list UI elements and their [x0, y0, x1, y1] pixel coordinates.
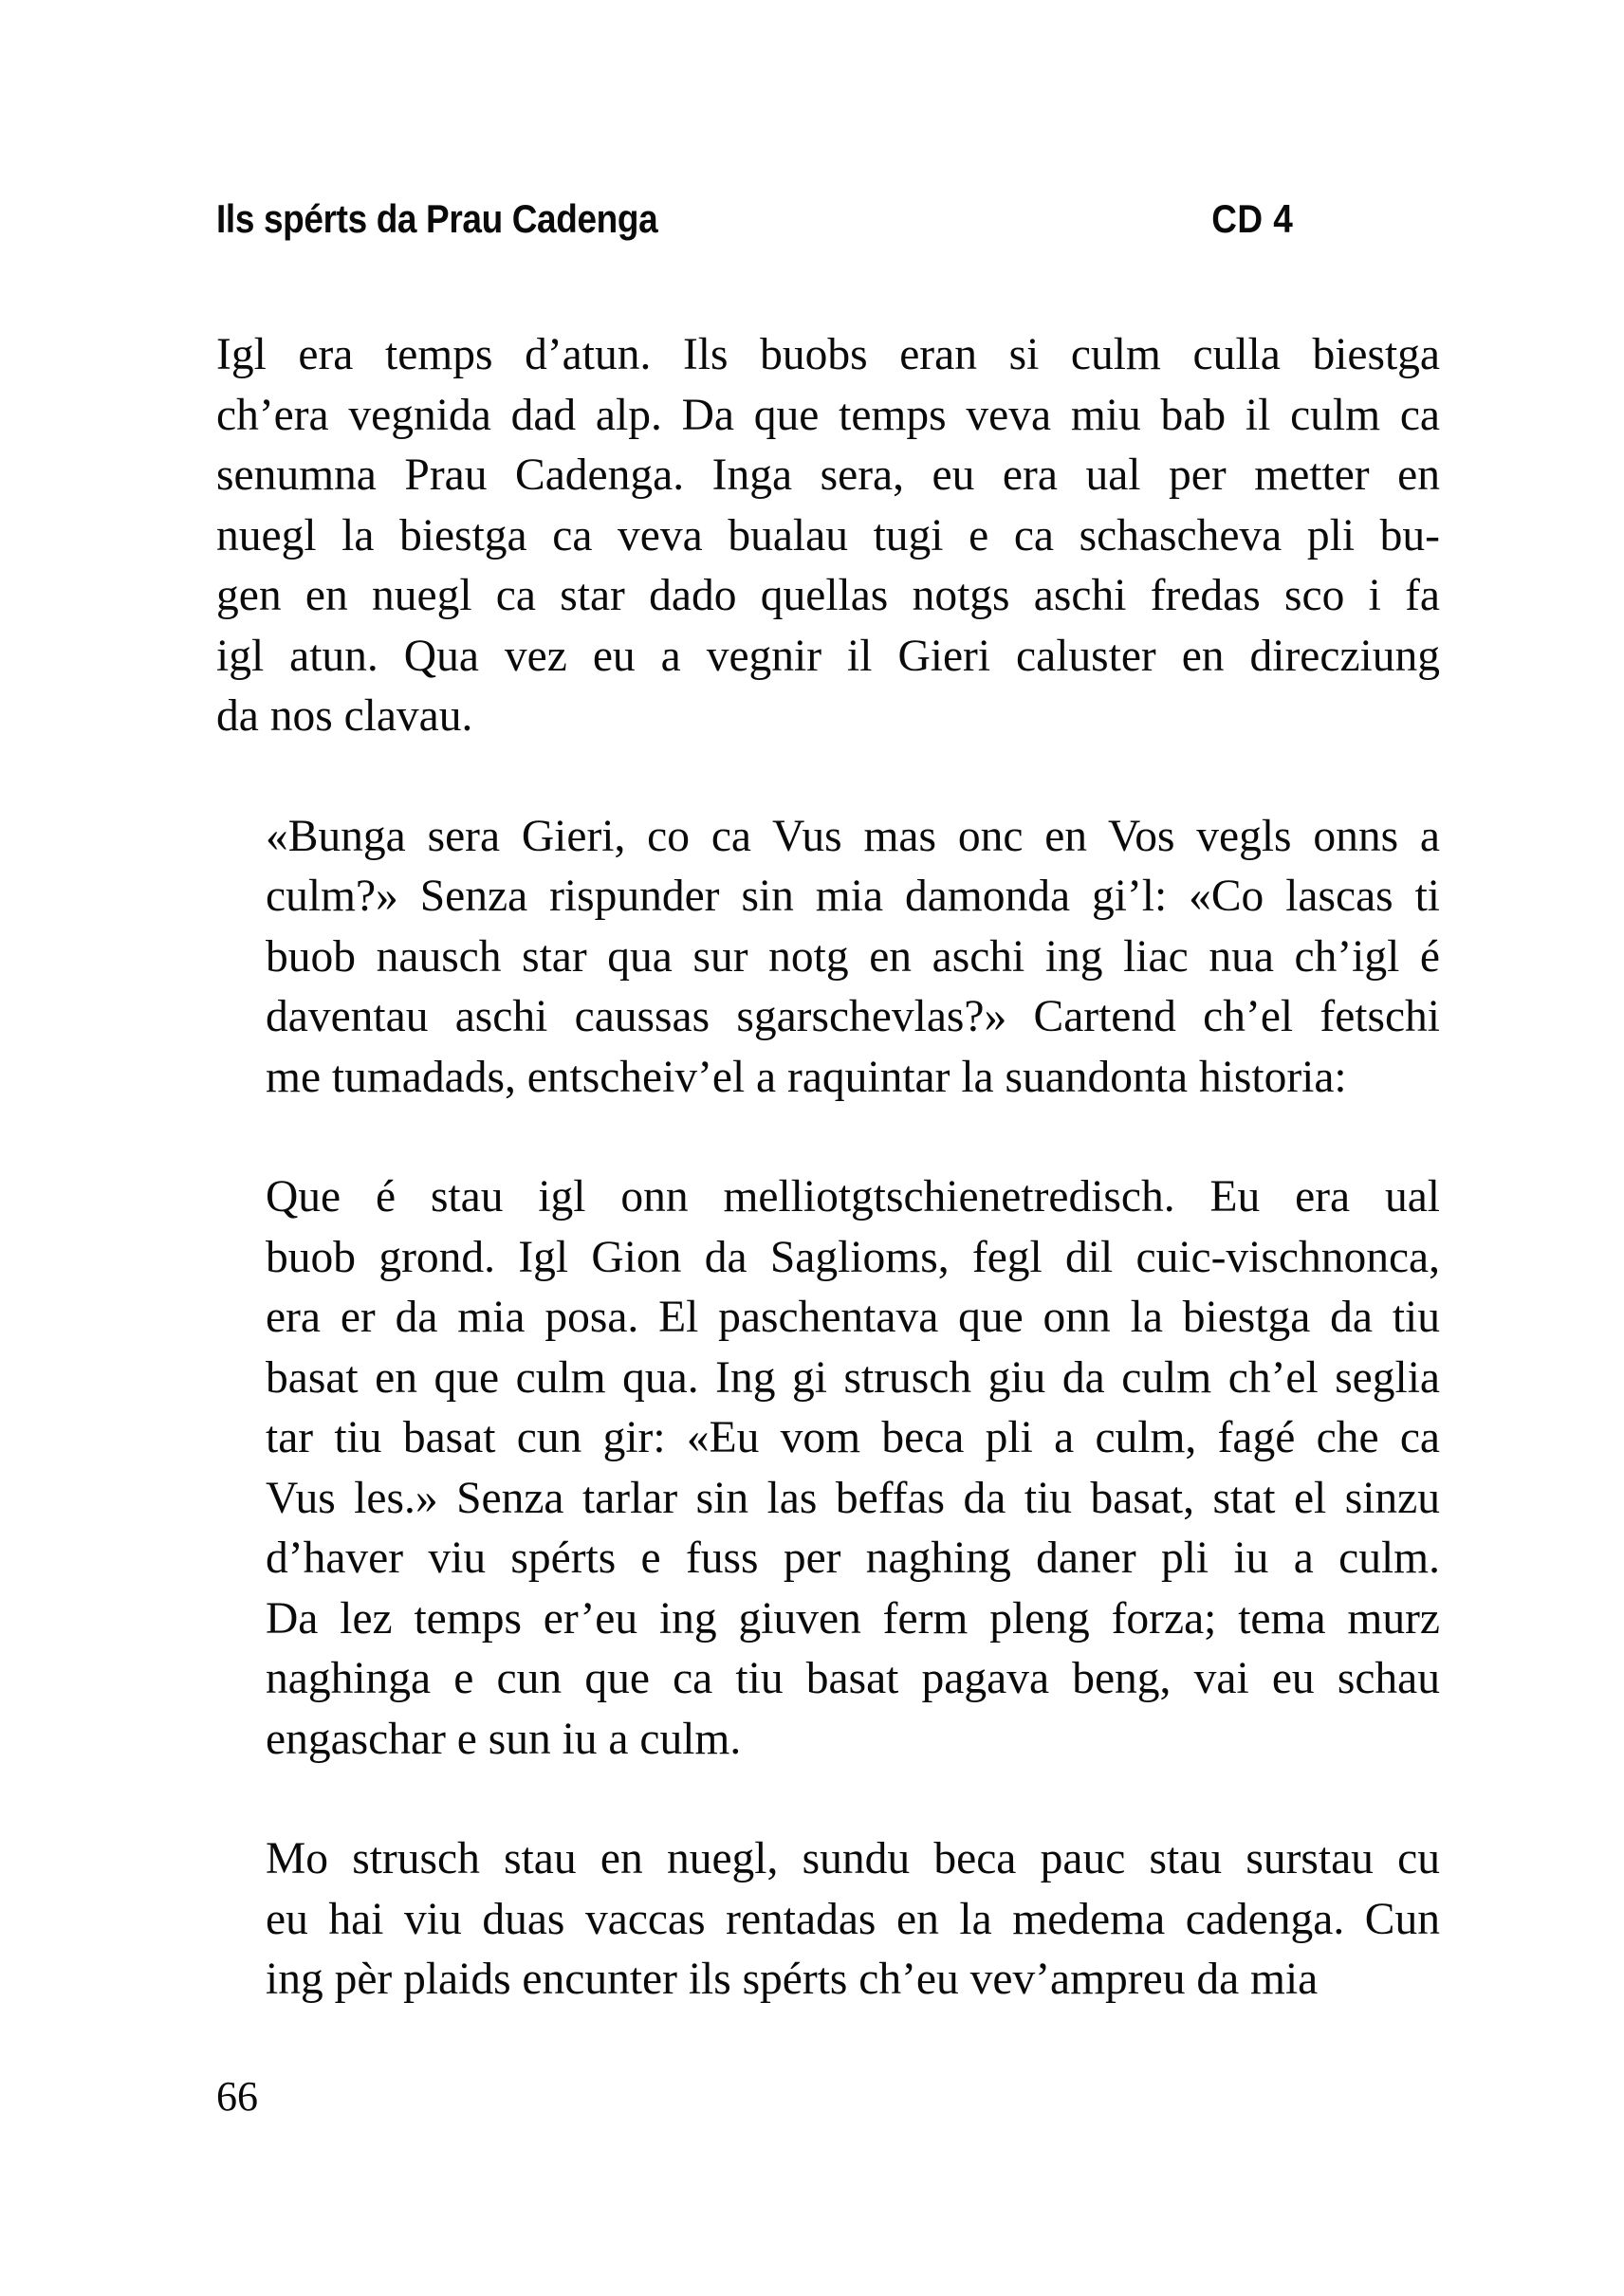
text-line: eu hai viu duas vaccas rentadas en la medema cadenga. Cun — [266, 1894, 1440, 1944]
text-line: Vus les.» Senza tarlar sin las beffas da tiu basat, stat el sinzu — [266, 1473, 1440, 1523]
paragraph — [216, 1167, 1440, 1770]
paragraph — [216, 807, 1440, 1109]
running-head-title: Ils spérts da Prau Cadenga — [216, 196, 658, 241]
running-head-cd-marker: CD 4 — [1211, 196, 1294, 241]
body-text — [216, 325, 1440, 2011]
text-line: culm?» Senza rispunder sin mia damonda gi’l: «Co lascas ti — [266, 872, 1440, 921]
text-line: da nos clavau. — [216, 691, 473, 741]
text-line: daventau aschi caussas sgarschevlas?» Cartend ch’el fetschi — [266, 992, 1440, 1041]
text-line: basat en que culm qua. Ing gi strusch giu da culm ch’el seglia — [266, 1352, 1440, 1403]
text-line: nuegl la biestga ca veva bualau tugi e ca schascheva pli bu- — [216, 510, 1440, 560]
text-line: engaschar e sun iu a culm. — [266, 1714, 742, 1764]
text-line: Mo strusch stau en nuegl, sundu beca pauc stau surstau cu — [266, 1834, 1440, 1883]
text-line: ing pèr plaids encunter ils spérts ch’eu vev’ampreu da mia — [266, 1955, 1319, 2004]
text-line: Que é stau igl onn melliotgtschienetredisch. Eu era ual — [266, 1172, 1440, 1221]
text-line: «Bunga sera Gieri, co ca Vus mas onc en Vos vegls onns a — [266, 811, 1440, 861]
text-line: me tumadads, entscheiv’el a raquintar la suandonta historia: — [266, 1052, 1347, 1102]
page-number: 66 — [216, 2073, 258, 2120]
text-line: igl atun. Qua vez eu a vegnir il Gieri caluster en direcziung — [216, 631, 1440, 681]
text-line: naghinga e cun que ca tiu basat pagava beng, vai eu schau — [266, 1654, 1440, 1703]
text-line: ch’era vegnida dad alp. Da que temps veva miu bab il culm ca — [216, 390, 1440, 440]
text-line: era er da mia posa. El paschentava que onn la biestga da tiu — [266, 1293, 1440, 1342]
text-line: Igl era temps d’atun. Ils buobs eran si culm culla biestga — [216, 330, 1440, 379]
text-line: Da lez temps er’eu ing giuven ferm pleng forza; tema murz — [266, 1593, 1440, 1644]
running-head — [216, 196, 1293, 253]
text-line: gen en nuegl ca star dado quellas notgs aschi fredas sco i fa — [216, 571, 1440, 620]
text-line: buob nausch star qua sur notg en aschi ing liac nua ch’igl é — [266, 931, 1440, 982]
paragraph — [216, 1829, 1440, 2011]
text-line: buob grond. Igl Gion da Saglioms, fegl dil cuic-vischnonca, — [266, 1232, 1440, 1282]
paragraph — [216, 325, 1440, 747]
text-line: d’haver viu spérts e fuss per naghing daner pli iu a culm. — [266, 1534, 1440, 1583]
text-line: tar tiu basat cun gir: «Eu vom beca pli a culm, fagé che ca — [266, 1413, 1440, 1462]
text-line: senumna Prau Cadenga. Inga sera, eu era ual per metter en — [216, 450, 1440, 500]
